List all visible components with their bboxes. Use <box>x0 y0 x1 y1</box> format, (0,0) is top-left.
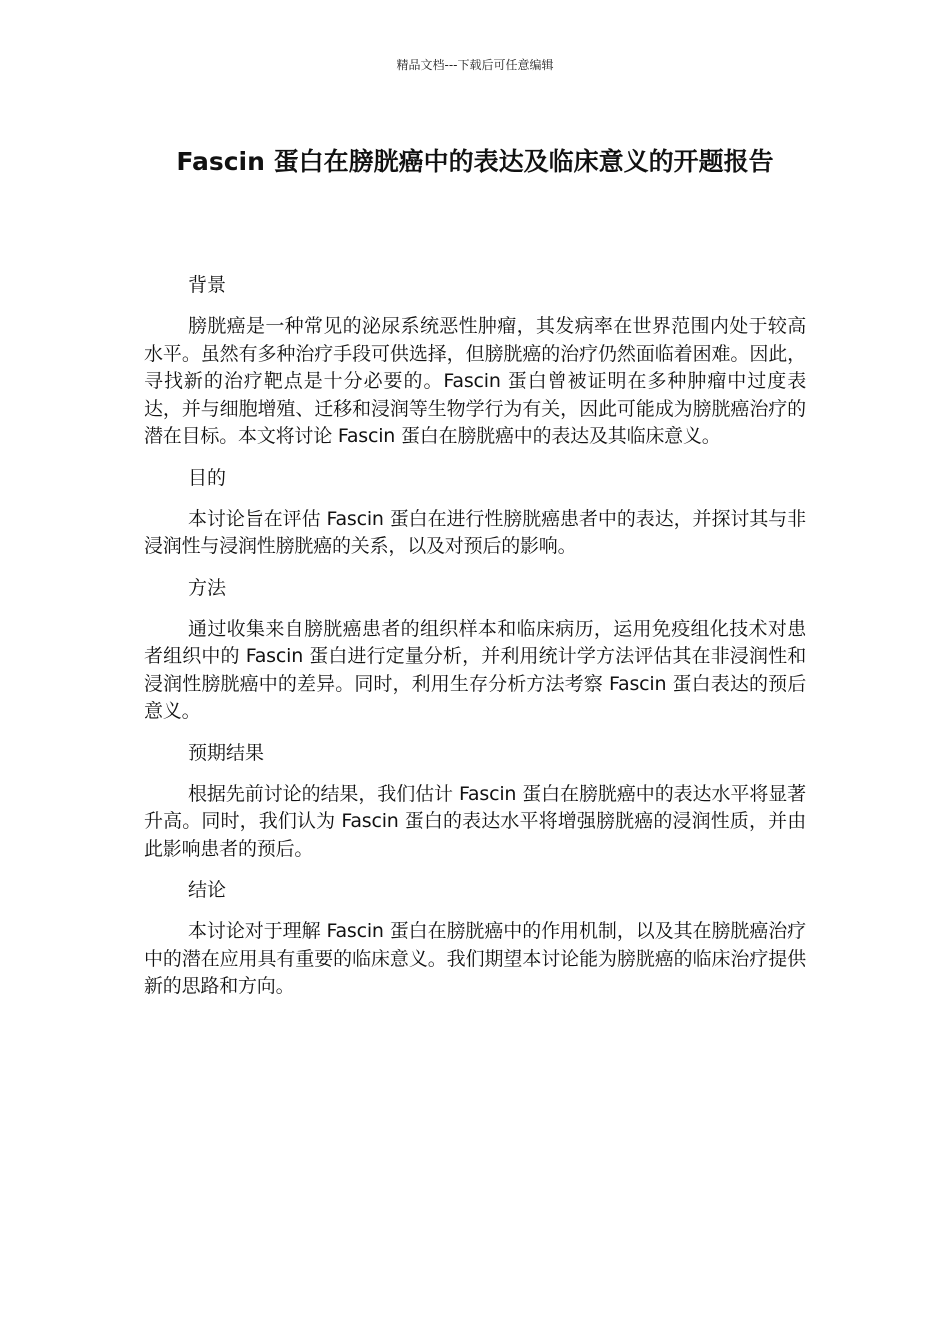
header-note: 精品文档---下载后可任意编辑 <box>396 58 554 72</box>
section-body-conclusion: 本讨论对于理解 Fascin 蛋白在膀胱癌中的作用机制，以及其在膀胱癌治疗中的潜在应用具有重要的临床意义。我们期望本讨论能为膀胱癌的临床治疗提供新的思路和方向。 <box>144 920 806 997</box>
section-body-objective: 本讨论旨在评估 Fascin 蛋白在进行性膀胱癌患者中的表达，并探讨其与非浸润性与浸润性膀胱癌的关系，以及对预后的影响。 <box>144 507 806 557</box>
section-heading-conclusion: 结论 <box>188 879 227 901</box>
document-body <box>144 272 806 1015</box>
section-heading-background: 背景 <box>188 274 227 296</box>
section-body-expected-results: 根据先前讨论的结果，我们估计 Fascin 蛋白在膀胱癌中的表达水平将显著升高。同时，我们认为 Fascin 蛋白的表达水平将增强膀胱癌的浸润性质，并由此影响患者的预后。 <box>144 782 806 860</box>
section-heading-objective: 目的 <box>188 466 227 489</box>
document-title: Fascin 蛋白在膀胱癌中的表达及临床意义的开题报告 <box>176 147 774 176</box>
section-heading-methods: 方法 <box>188 576 227 599</box>
section-heading-expected-results: 预期结果 <box>188 741 265 764</box>
section-body-methods: 通过收集来自膀胱癌患者的组织样本和临床病历，运用免疫组化技术对患者组织中的 Fascin 蛋白进行定量分析，并利用统计学方法评估其在非浸润性和浸润性膀胱癌中的差异。同时，利用生存分析方法考察 Fascin 蛋白表达的预后意义。 <box>144 617 806 722</box>
section-body-background: 膀胱癌是一种常见的泌尿系统恶性肿瘤，其发病率在世界范围内处于较高水平。虽然有多种治疗手段可供选择，但膀胱癌的治疗仍然面临着困难。因此，寻找新的治疗靶点是十分必要的。Fascin 蛋白曾被证明在多种肿瘤中过度表达，并与细胞增殖、迁移和浸润等生物学行为有关，因此可能成为膀胱癌治疗的潜在目标。本文将讨论 Fascin 蛋白在膀胱癌中的表达及其临床意义。 <box>144 315 806 447</box>
